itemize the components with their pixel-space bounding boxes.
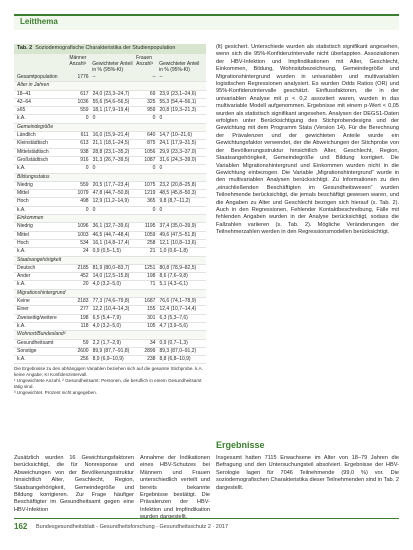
table-cell-c1: 1096 [77,223,89,230]
table-cell-c3: 959 [147,107,156,114]
table-cell-c4: 8,8 (6,8–10,9) [159,356,191,363]
table-cell-c4 [159,124,203,131]
table-cell-c3: 1219 [144,190,156,197]
table-cell-c4: 23,9 (23,1–24,6) [159,90,197,97]
table-cell-c1: 20 [83,281,89,288]
table-cell-c0: Gesundheitsamt [17,339,54,346]
table-cell-c1: 1776 [77,74,89,80]
table-cell-c3 [136,257,159,264]
table-cell-c1: 118 [80,322,89,329]
table-cell-c2: 16,0 (15,9–21,4) [92,132,130,139]
table-row [14,207,206,215]
page-number: 162 [14,522,28,531]
table-cell-c0: Hoch [17,239,29,246]
table-cell-c0: ≥65 [17,107,26,114]
table-row [14,91,206,99]
table-cell-c2 [93,331,137,338]
table-row [14,115,206,123]
table-row [14,340,206,348]
table-cell-c0: Staatsangehörigkeit [17,256,62,263]
table-cell-c0: Alter in Jahren [17,82,50,89]
table-cell-c3: – [152,74,156,80]
table-cell-c3 [136,82,159,89]
table-cell-c2: 12,2 (10,4–14,3) [92,306,130,313]
table-row [14,223,206,231]
table-cell-c2: 14,0 (12,5–15,8) [92,273,130,280]
table-cell-c3: 1251 [144,264,156,271]
table-cell-c4 [159,82,203,89]
table-cell-c3: 0 [152,115,156,122]
table-row [14,182,206,190]
table-caption [14,44,206,54]
table-cell-c2: 81,9 (80,0–83,7) [92,264,130,271]
table-cell-c3: 2899 [144,347,156,354]
table-cell-c1: 452 [80,273,89,280]
table-cell-c3: 640 [147,132,156,139]
body-text-right-top: (lt) gesichert. Unterschiede wurden als statistisch signifikant angesehen, wenn sich die 95%-Konfidenzintervalle nicht überlappten. Assoziationen der HBV-Infektion und Impfindikationen mit Alter, Geschlecht, Einkommen, Bildung, Wohnsitzbezeichnung, Gemeindegröße und Migrationshintergrund wurden in univariablen und multivariablen logistischen Regressionen analysiert. Es wurden Odds Ratios (OR) und 95%-Konfidenzintervalle geschätzt. Einflussfaktoren, die in der univariablen Analyse mit p < 0,2 assoziiert waren, wurden in das multivariable Modell aufgenommen. Ergebnisse mit einem p-Wert < 0,05 wurden als statistisch signifikant angesehen. Analysen der DEGS1-Daten erfolgten unter Berücksichtigung des Stichprobendesigns und der Gewichtung mit dem Programm Stata (Version 14). Für die Berechnung der Prävalenzen und der gewichteten Anteile wurde ein Gewichtungsfaktor verwendet, der die Abweichungen der Stichprobe von der Bevölkerungsstruktur hinsichtlich Alter, Geschlecht, Region, Staatsangehörigkeit, Gemeindegröße und Bildung korrigiert. Die Variablen Migrationshintergrund und Einkommen wurden nicht in die Gewichtung einbezogen. Die Variable „Migrationshintergrund“ wurde in den multivariablen Analysen berücksichtigt. Zu Informationen zu den „einschließenden Beschäftigten im Gesundheitswesen“ wurden Teilnehmende berücksichtigt, die jemals beschäftigt gewesen waren, und die Angaben zu Alter und Geschlecht bezogen sich hierauf (s. Tab. 2). Auch in den Regressionen, Fehlender Kontaktbeschreibung, Fälle mit fehlenden Angaben wurden in der Analyse berücksichtigt, sodass die Fallzahlen variieren (s. Tab. 2). Mögliche Veränderungen der Teilnehmerzahlen werden in den Regressionsmodellen berücksichtigt. [216,44,399,236]
table-cell-c2: 31,3 (26,7–39,5) [92,156,130,163]
table-cell-c1: 559 [80,181,89,188]
table-cell-c2: 18,1 (17,9–19,4) [92,107,130,114]
table-cell-c3: 0 [152,165,156,172]
table-cell-c0: Wohnort/Bundesland² [17,331,66,338]
table-caption-label: Tab. 2 [17,45,33,51]
table-cell-c4: 37,4 (35,0–39,9) [159,223,197,230]
table-cell-c1: 277 [80,306,89,313]
table-row [14,348,206,356]
table-cell-c0: Sonstige [17,347,37,354]
table-row [14,232,206,240]
table-cell-c3: 1075 [144,181,156,188]
table-cell-c3: 1087 [144,156,156,163]
table-cell-c0: Einkommen [17,215,44,222]
table-cell-c4: 0,9 (0,7–1,3) [159,339,188,346]
table-cell-c4: 14,7 (10–21,6) [159,132,192,139]
table-cell-c2: 0,9 (0,5–1,5) [92,248,121,255]
col-n-men: Anzahl¹ [69,61,87,67]
table-cell-c3: 21 [149,248,156,255]
table-row [14,99,206,107]
table-cell-c0: Kleinstädtisch [17,140,48,147]
table-row [14,248,206,256]
table-cell-c2 [93,257,137,264]
table-cell-c1: 198 [80,314,89,321]
table-cell-c2 [93,215,137,222]
table-cell-c4: 6,3 (5,3–7,6) [159,314,188,321]
table-cell-c2 [93,174,137,181]
body-text-bottom-mid: Annahme der Indikationen eines HBV-Schutzes bei Männern und Frauen unterschiedlich verteilt und bereits bekannte Ergebnisse bestätigt. Die Prävalenzen der HBV-Infektion und Impfindikation wurden dargestellt. [140,455,210,519]
table-cell-c2: 55,6 (54,6–56,5) [92,98,130,105]
table-row [14,331,206,339]
table-cell-c2: – [92,74,96,80]
table-cell-c0: Niedrig [17,223,33,230]
table-cell-c2 [93,124,137,131]
table-cell-c1: 1036 [77,98,89,105]
page-footer [14,518,399,533]
table-cell-c1 [69,257,92,264]
table-cell-c0: Zweiseitig/weitere [17,314,57,321]
table-cell-c4 [159,215,203,222]
table-cell-c1: 2185 [77,264,89,271]
table-cell-c1: 613 [80,140,89,147]
table-cell-c0: k.A. [17,115,26,122]
table-cell-c1 [69,215,92,222]
table-row [14,140,206,148]
table-cell-c4: 5,1 (4,3–6,1) [159,281,188,288]
table-row [14,107,206,115]
table-cell-c2: 4,0 (3,2–5,0) [92,322,121,329]
col-n-women: Anzahl¹ [136,61,154,67]
table-cell-c4: 8,6 (7,6–9,8) [159,273,188,280]
table-row [14,273,206,281]
table-cell-c1 [69,82,92,89]
table-cell-c0: Ländlich [17,132,36,139]
table-cell-c0: Niedrig [17,181,33,188]
table-cell-c0: k.A. [17,248,26,255]
table-cell-c2: 4,0 (3,2–5,0) [92,281,121,288]
table-row [14,174,206,182]
table-cell-c0: k.A. [17,206,26,213]
table-cell-c3 [136,331,159,338]
table-cell-c0: Ander [17,273,31,280]
table-cell-c4: 0 [159,206,163,213]
table-row [14,149,206,157]
table-cell-c4: 76,6 (74,1–78,9) [159,298,197,305]
table-cell-c3 [136,124,159,131]
table-cell-c4: 9,8 (8,7–11,2) [159,198,191,205]
table-cell-c1: 2183 [77,298,89,305]
table-body [14,74,206,364]
table-cell-c2: 2,2 (1,7–2,9) [92,339,121,346]
table-cell-c1: 617 [80,90,89,97]
table-cell-c1: 59 [83,339,89,346]
table-cell-c4: – [159,74,163,80]
table-row [14,356,206,364]
table-cell-c2 [93,82,137,89]
table-cell-c2: 0 [92,206,96,213]
table-cell-c2: 0 [92,115,96,122]
table-row [14,157,206,165]
col-pct-women: Gewichteter Anteil in % (95%-KI) [159,61,200,73]
table-cell-c4: 0 [159,165,163,172]
table-cell-c1 [69,174,92,181]
table-cell-c3 [136,215,159,222]
table-cell-c1: 916 [80,156,89,163]
table-cell-c4: 48,5 (45,8–50,3) [159,190,197,197]
table-cell-c4 [159,290,203,297]
table-row [14,306,206,314]
table-cell-c1: 1079 [77,190,89,197]
body-text-bottom-left: Zusätzlich wurden 16 Gewichtungsfaktoren berücksichtigt, die für Nonresponse und Abweichungen von der Bevölkerungsstruktur hinsichtlich Alter, Geschlecht, Region, Staatsangehörigkeit, Gemeindegröße und Bildung korrigieren. Zur Frage häufiger Beschäftigter im Gesundheitsamt gegen eine HBV-Infektion [14,455,134,513]
table-row [14,315,206,323]
table-cell-c0: Deutsch [17,264,36,271]
table-cell-c4: 31,6 (24,3–39,0) [159,156,197,163]
table-cell-c4 [159,174,203,181]
table-cell-c3 [136,174,159,181]
section-title-ergebnisse: Ergebnisse [216,440,265,450]
table-cell-c2: 16,1 (14,8–17,4) [92,239,130,246]
table-cell-c0: Mittel [17,231,29,238]
table-cell-c0: 18–41 [17,90,31,97]
table-cell-c2: 89,9 (87,7–91,8) [92,347,130,354]
table-cell-c4: 23,2 (20,8–25,8) [159,181,197,188]
table-note: ³ Ungewichtet. Prozent nicht angegeben. [14,390,97,396]
table-row [14,82,206,90]
table-cell-c1: 611 [80,132,89,139]
table-cell-c1: 0 [85,206,89,213]
group-men-label: Männer [69,55,87,61]
table-cell-c0: k.A. [17,165,26,172]
table-cell-c3: 198 [147,273,156,280]
table-cell-c4: 89,3 (87,0–91,2) [159,347,197,354]
table-cell-c3: 0 [152,206,156,213]
table-cell-c1 [69,331,92,338]
table-cell-c3: 155 [147,306,156,313]
table-cell-c4: 0 [159,115,163,122]
table-row [14,265,206,273]
table-cell-c4: 4,7 (3,9–5,6) [159,322,188,329]
table-cell-c3: 1059 [144,231,156,238]
table-cell-c1 [69,124,92,131]
table-row [14,74,206,82]
table-cell-c0: Einer [17,306,29,313]
table-cell-c3: 325 [147,98,156,105]
table-cell-c2 [93,290,137,297]
table-cell-c0: Gesamtpopulation [17,74,58,80]
table-row [14,198,206,206]
table-cell-c2: 21,1 (18,1–24,5) [92,140,130,147]
table-cell-c2: 6,5 (5,4–7,9) [92,314,121,321]
table-cell-c3: 1195 [144,223,156,230]
table-row [14,281,206,289]
demographics-table [14,44,206,452]
table-cell-c3 [136,290,159,297]
table-cell-c1: 0 [85,165,89,172]
table-cell-c1: 24 [83,248,89,255]
table-cell-c4: 1,0 (0,6–1,8) [159,248,188,255]
table-cell-c0: Migrationshintergrund [17,289,66,296]
table-note: ¹ Ungewichtete Anzahl. ² Gesundheitsamt: Personen, die beruflich in einem Gesundheitsamt tätig sind. [14,378,202,390]
table-cell-c0: Mittel [17,190,29,197]
col-pct-men: Gewichteter Anteil in % (95%-KI) [92,61,133,73]
table-cell-c2: 77,3 (74,6–79,8) [92,298,130,305]
table-cell-c1: 938 [80,148,89,155]
table-cell-c0: Gemeindegröße [17,123,54,130]
table-caption-text: Soziodemografische Charakteristika der Studienpopulation [35,45,176,51]
table-cell-c2: 47,8 (44,7–50,8) [92,190,130,197]
table-cell-c3: 69 [149,90,156,97]
table-cell-c3: 875 [147,140,156,147]
table-cell-c2: 24,0 (23,3–24,7) [92,90,130,97]
table-cell-c0: Keine [17,298,30,305]
table-cell-c3: 1056 [144,148,156,155]
table-cell-c1: 1003 [77,231,89,238]
table-notes [14,366,206,396]
table-cell-c3: 34 [149,339,156,346]
section-header [14,14,399,30]
table-cell-c0: k.A. [17,281,26,288]
table-cell-c2: 8,9 (6,9–10,9) [92,356,124,363]
table-header [14,54,206,74]
table-row [14,290,206,298]
table-row [14,323,206,331]
table-cell-c1: 256 [80,356,89,363]
table-cell-c3: 365 [147,198,156,205]
table-cell-c3: 301 [147,314,156,321]
table-cell-c4: 55,3 (54,4–56,1) [159,98,197,105]
table-cell-c4: 20,8 (19,3–21,3) [159,107,197,114]
table-cell-c1: 559 [80,107,89,114]
journal-name: Bundesgesundheitsblatt - Gesundheitsforschung - Gesundheitsschutz 2 · 2017 [36,524,229,530]
table-cell-c2: 36,1 (32,7–39,6) [92,223,130,230]
table-row [14,165,206,173]
table-cell-c3: 1687 [144,298,156,305]
table-cell-c4: 80,8 (78,9–82,5) [159,264,197,271]
table-row [14,240,206,248]
table-cell-c4: 24,1 (17,9–31,5) [159,140,197,147]
table-cell-c4: 49,6 (47,5–51,8) [159,231,197,238]
table-cell-c4: 12,1 (10,8–13,6) [159,239,197,246]
table-cell-c2: 28,8 (23,1–35,2) [92,148,130,155]
table-cell-c0: Großstädtisch [17,156,49,163]
table-cell-c1: 2600 [77,347,89,354]
table-row [14,215,206,223]
table-cell-c0: Hoch [17,198,29,205]
table-cell-c1: 498 [80,198,89,205]
table-row [14,190,206,198]
table-cell-c3: 105 [147,322,156,329]
table-cell-c2: 46,5 (44,7–48,4) [92,231,130,238]
table-cell-c1: 0 [85,115,89,122]
section-label: Leitthema [20,17,58,26]
table-cell-c2: 20,5 (17,7–23,4) [92,181,130,188]
table-note: Die Ergebnisse zu den abhängigen Variablen beziehen sich auf die gesamte Stichprobe. k.A. keine Angabe, KI Konfidenzintervall. [14,366,203,378]
table-cell-c1 [69,290,92,297]
table-cell-c2: 12,9 (11,2–14,9) [92,198,129,205]
table-cell-c0: Mittelstädtisch [17,148,49,155]
table-cell-c0: k.A. [17,322,26,329]
table-row [14,257,206,265]
table-cell-c3: 238 [147,356,156,363]
table-cell-c3: 71 [149,281,156,288]
table-row [14,132,206,140]
group-women-label: Frauen [136,55,152,61]
table-cell-c4 [159,257,203,264]
table-cell-c3: 258 [147,239,156,246]
table-cell-c2: 0 [92,165,96,172]
table-cell-c0: 42–64 [17,98,31,105]
table-cell-c4: 29,9 (23,3–37,0) [159,148,197,155]
table-cell-c0: Bildungsstatus [17,173,50,180]
table-cell-c0: k.A. [17,356,26,363]
table-cell-c4 [159,331,203,338]
table-cell-c4: 12,4 (10,7–14,4) [159,306,197,313]
body-text-right-bottom: Insgesamt hatten 7115 Erwachsene im Alter von 18–79 Jahren die Befragung und den Untersuchungsteil absolviert. Ergebnisse der HBV-Serologie lagen für 7046 Teilnehmende (99,0 %) vor. Die soziodemografischen Charakteristika dieser Teilnehmenden sind in Tab. 2 dargestellt. [216,455,399,491]
table-cell-c1: 534 [80,239,89,246]
table-row [14,124,206,132]
table-row [14,298,206,306]
